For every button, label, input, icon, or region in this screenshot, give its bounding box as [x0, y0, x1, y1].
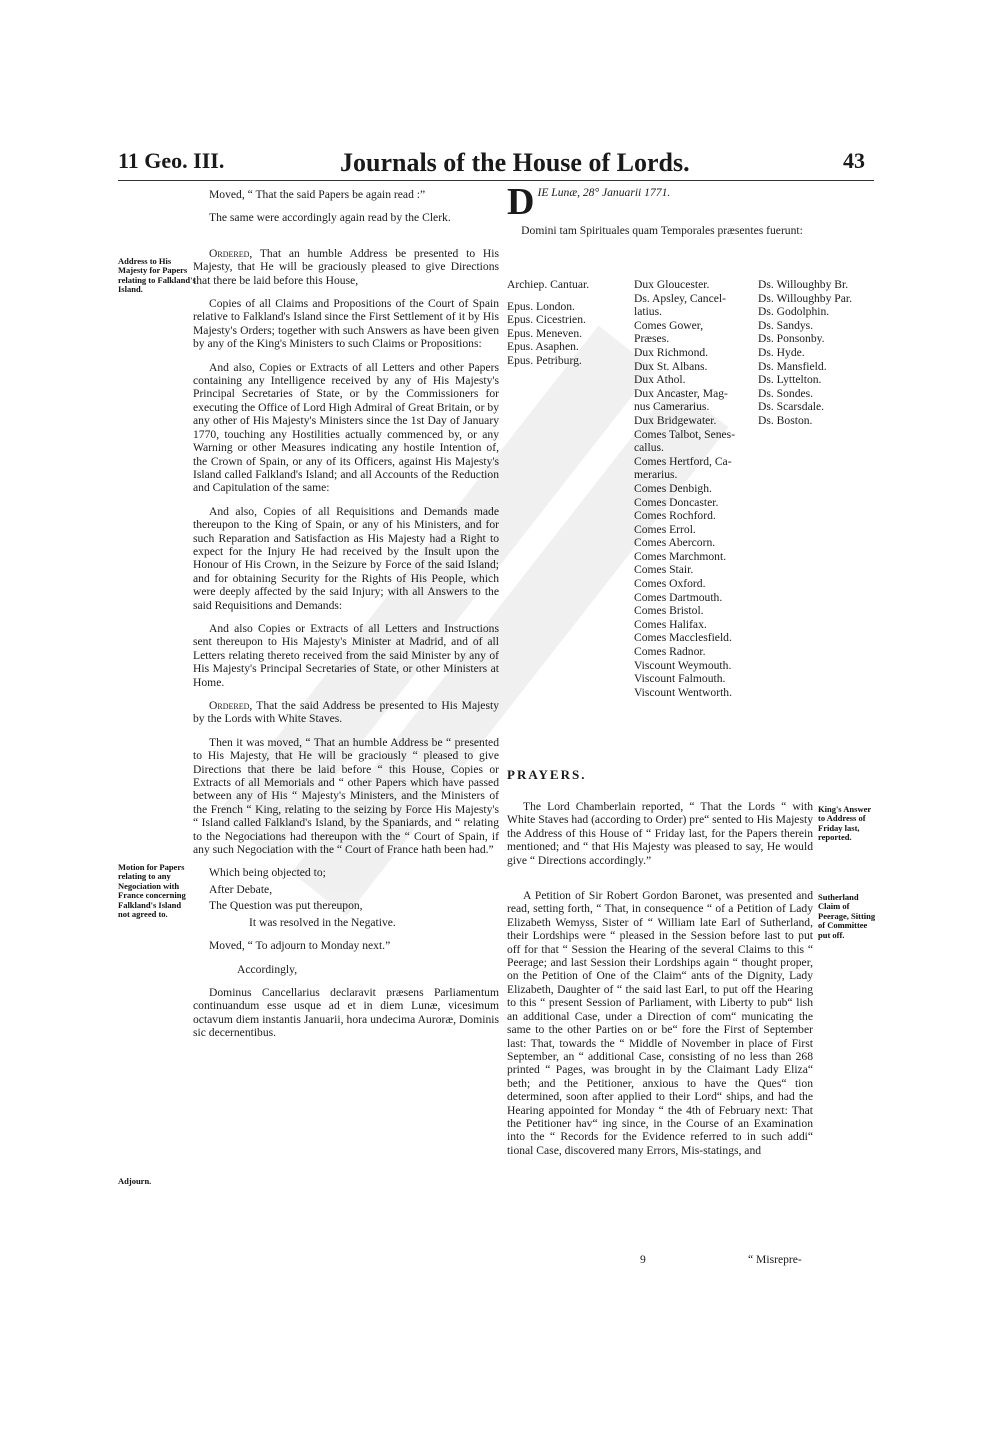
attendance-entry	[507, 292, 625, 300]
attendance-entry: Epus. Asaphen.	[507, 340, 579, 354]
attendance-peers	[634, 278, 756, 699]
attendance-entry: Dux Ancaster, Mag-	[634, 386, 728, 400]
attendance-entry: Comes Errol.	[634, 522, 696, 536]
attendance-entry: Comes Denbigh.	[634, 481, 712, 495]
order-white-staves	[193, 699, 499, 726]
attendance-entry: Ds. Sondes.	[758, 386, 814, 400]
sitting-date: IE Lunæ, 28° Januarii 1771.	[537, 186, 671, 199]
date-line	[507, 181, 817, 223]
page-number: 43	[843, 148, 865, 173]
attendance-entry: Ds. Willoughby Br.	[758, 278, 849, 291]
question-put: The Question was put thereupon,	[209, 899, 363, 913]
attendance-entry: Ds. Lyttelton.	[758, 373, 822, 387]
attendance-entry: Epus. London.	[507, 299, 575, 313]
present-line: Domini tam Spirituales quam Temporales præsentes fuerunt:	[521, 224, 803, 237]
attendance-entry: Ds. Mansfield.	[758, 359, 827, 373]
attendance-entry: Archiep. Cantuar.	[507, 278, 590, 291]
attendance-entry: Epus. Cicestrien.	[507, 313, 586, 327]
right-column-body	[507, 800, 813, 1167]
margin-note-kings-answer: King's Answer to Address of Friday last, reported.	[818, 804, 871, 843]
catchword: “ Misrepre-	[748, 1253, 802, 1266]
attendance-entry: Comes Talbot, Senes-	[634, 427, 736, 441]
ordered-text: That an humble Address be presented to His Majesty, that He will be graciously pleased to give Directions that there be laid before this House,	[193, 246, 499, 287]
attendance-entry: merarius.	[634, 468, 678, 482]
attendance-entry: Ds. Willoughby Par.	[758, 291, 853, 305]
attendance-entry: Dux St. Albans.	[634, 359, 708, 373]
copies-instructions: And also Copies or Extracts of all Letters and Instructions sent thereupon to His Majesty's Minister at Madrid, and of all Letters relating thereto received from the said Minister by any of His Majesty's Principal Secretaries of State, or other Ministers at Home.	[193, 621, 499, 689]
margin-note-adjourn: Adjourn.	[118, 1176, 152, 1186]
attendance-entry: Præses.	[634, 332, 670, 346]
regnal-year: 11 Geo. III.	[118, 148, 225, 173]
motion-text: Then it was moved, “ That an humble Address be “ presented to His Majesty, that He will be graciously “ pleased to give Directions that there be laid before “ this House, Copies or Extracts of all Memorials and “ other Papers which have passed between any of His “ Majesty's Ministers, and the Ministers of the French “ King, relating to the seizing by Force His Majesty's “ Island called Falkland's Island, by the Spaniards, and “ relating to the Negociations had thereupon with the “ Court of Spain, if any such Negociation with the “ Court of France hath been had.”	[193, 735, 499, 857]
attendance-entry: Viscount Weymouth.	[634, 658, 732, 672]
sitting-header	[507, 181, 817, 237]
copies-requisitions: And also, Copies of all Requisitions and Demands made thereupon to the King of Spain, or any of his Ministers, and for such Reparation and Satisfaction as His Majesty had a Right to expect for the Injury He had received by the Insult upon the Honour of His Crown, in the Seizure by Force of the said Island; and for obtaining Security for the Rights of His People, which were deeply affected by the said Injury; with all Answers to the said Requisitions and Demands:	[193, 504, 499, 612]
attendance-entry: Comes Rochford.	[634, 509, 716, 523]
chamberlain-report: The Lord Chamberlain reported, “ That the Lords “ with White Staves had (according to Order) pre“ sented to His Majesty the Address of this House of “ Friday last, for the Papers therein mentioned; and “ that His Majesty was pleased to say, He would give “ Directions accordingly.”	[507, 800, 813, 867]
attendance-entry: Dux Richmond.	[634, 345, 709, 359]
attendance-barons	[758, 278, 876, 428]
prayers-heading: PRAYERS.	[507, 767, 587, 782]
moved-reread: Moved, “ That the said Papers be again read :”	[209, 188, 426, 201]
attendance-entry: Comes Marchmont.	[634, 549, 727, 563]
attendance-entry: Comes Stair.	[634, 563, 694, 577]
attendance-bishops	[507, 278, 625, 368]
attendance-entry: Viscount Falmouth.	[634, 672, 726, 686]
copies-letters: And also, Copies or Extracts of all Letters and other Papers containing any Intelligence received by any of His Majesty's Principal Secretaries of State, or by the Commissioners for executing the Office of Lord High Admiral of Great Britain, or by any other of His Majesty's Ministers since the 1st Day of January 1770, touching any Hostilities actually commenced by, or any Warning or other Measures indicating any hostile Intention of, the Crown of Spain, or any of its Officers, against His Majesty's Island called Falkland's Island; and all Accounts of the Reduction and Capitulation of the same:	[193, 360, 499, 495]
attendance-entry: Comes Dartmouth.	[634, 590, 723, 604]
attendance-entry: latius.	[634, 305, 663, 319]
accordingly: Accordingly,	[237, 962, 298, 976]
attendance-entry: Dux Bridgewater.	[634, 413, 717, 427]
drop-cap: D	[507, 181, 535, 223]
adjournment-latin: Dominus Cancellarius declaravit præsens Parliamentum continuandum esse usque ad et in diem Lunæ, vicesimum octavum diem instantis Januarii, hora undecima Auroræ, Dominis sic decernentibus.	[193, 985, 499, 1040]
attendance-entry: Ds. Hyde.	[758, 345, 805, 359]
resolved-negative: It was resolved in the Negative.	[249, 915, 396, 929]
attendance-entry: Ds. Boston.	[758, 413, 813, 427]
read-by-clerk: The same were accordingly again read by the Clerk.	[209, 211, 451, 225]
attendance-entry: Dux Gloucester.	[634, 278, 710, 291]
header-rule	[118, 180, 874, 181]
attendance-entry: Comes Halifax.	[634, 617, 707, 631]
attendance-entry: Comes Gower,	[634, 318, 704, 332]
attendance-entry: Ds. Ponsonby.	[758, 332, 825, 346]
attendance-entry: Comes Macclesfield.	[634, 631, 732, 645]
order-address	[193, 247, 499, 287]
ordered-text-2: That the said Address be presented to His Majesty by the Lords with White Staves.	[193, 699, 499, 726]
attendance-entry: Dux Athol.	[634, 373, 686, 387]
left-column	[193, 188, 499, 1050]
attendance-entry: Comes Doncaster.	[634, 495, 719, 509]
attendance-entry: callus.	[634, 441, 664, 455]
gordon-petition: A Petition of Sir Robert Gordon Baronet, was presented and read, setting forth, “ That, in consequence “ of a Petition of Lady Elizabeth Wemyss, Sister of “ William late Earl of Sutherland, their Lordships were “ pleased in the Session before last to put off for that “ Session the Hearing of the several Claims to this “ Peerage; and last Session their Lordships again “ thought proper, on the Petition of One of the Claim“ ants of the Dignity, Lady Elizabeth, Daughter of “ the said last Earl, to put off the Hearing to this “ present Session of Parliament, with Liberty to pub“ lish an additional Case, under a Direction of com“ municating the same to the other Parties on or be“ fore the First of September last: That, towards the “ Middle of November in place of First September, an “ additional Case, consisting of no less than 268 printed “ Pages, was brought in by the Claimant Lady Eliza“ beth; and the Petitioner, anxious to have the Ques“ tion determined, soon after applied to their Lord“ ships, and had the Hearing appointed for Monday “ the 4th of February next: That the Petitioner hav“ ing since, in the Course of an Examination into the “ Records for the Evidence referred to in such addi“ tional Case, discovered many Errors, Mis-statings, and	[507, 889, 813, 1157]
page-title: Journals of the House of Lords.	[340, 148, 690, 177]
margin-note-motion: Motion for Papers relating to any Negociation with France concerning Falkland's Island not agreed to.	[118, 862, 186, 920]
attendance-entry: nus Camerarius.	[634, 400, 710, 414]
attendance-entry: Viscount Wentworth.	[634, 685, 732, 699]
attendance-entry: Ds. Sandys.	[758, 318, 814, 332]
attendance-entry: Ds. Godolphin.	[758, 305, 830, 319]
attendance-entry: Comes Radnor.	[634, 645, 706, 659]
objected: Which being objected to;	[209, 866, 326, 880]
after-debate: After Debate,	[209, 882, 273, 896]
attendance-entry: Epus. Meneven.	[507, 326, 583, 340]
signature-mark: 9	[640, 1253, 646, 1266]
ordered-label-2: Ordered,	[209, 699, 253, 712]
margin-note-sutherland: Sutherland Claim of Peerage, Sitting of Committee put off.	[818, 892, 876, 940]
attendance-entry: Comes Bristol.	[634, 604, 704, 618]
ordered-label: Ordered,	[209, 246, 253, 260]
attendance-entry: Epus. Petriburg.	[507, 353, 582, 367]
attendance-entry: Comes Hertford, Ca-	[634, 454, 732, 468]
attendance-entry: Ds. Apsley, Cancel-	[634, 291, 726, 305]
attendance-entry: Comes Oxford.	[634, 577, 706, 591]
margin-note-address: Address to His Majesty for Papers relating to Falkland's Island.	[118, 256, 196, 295]
attendance-entry: Comes Abercorn.	[634, 536, 716, 550]
attendance-entry: Ds. Scarsdale.	[758, 400, 825, 414]
copies-claims: Copies of all Claims and Propositions of the Court of Spain relative to Falkland's Island since the First Settlement of it by His Majesty's Orders; together with such Answers as have been given by any of the King's Ministers to such Claims or Propositions:	[193, 297, 499, 351]
moved-adjourn: Moved, “ To adjourn to Monday next.”	[209, 939, 391, 953]
